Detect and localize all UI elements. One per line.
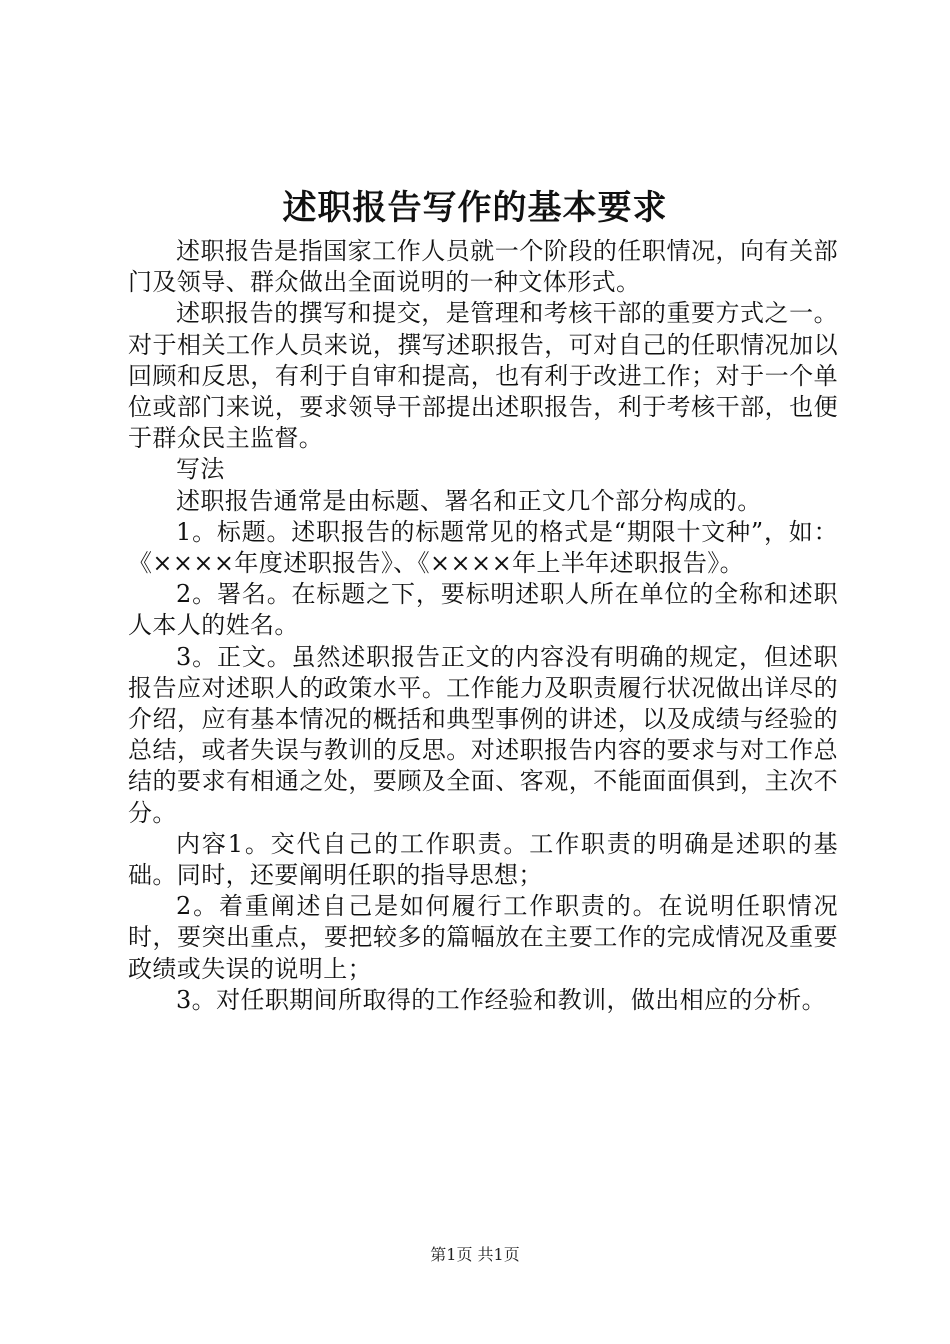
paragraph-structure: 述职报告通常是由标题、署名和正文几个部分构成的。	[176, 486, 762, 515]
paragraph-purpose: 述职报告的撰写和提交，是管理和考核干部的重要方式之一。对于相关工作人员来说，撰写述职报告，可对自己的任职情况加以回顾和反思，有利于自审和提高，也有利于改进工作；对于一个单位或部门来说，要求领导干部提出述职报告，利于考核干部，也便于群众民主监督。	[128, 299, 838, 453]
paragraph-body-rule: 3。正文。虽然述职报告正文的内容没有明确的规定，但述职报告应对述职人的政策水平。工作能力及职责履行状况做出详尽的介绍，应有基本情况的概括和典型事例的讲述，以及成绩与经验的总结，或者失误与教训的反思。对述职报告内容的要求与对工作总结的要求有相通之处，要顾及全面、客观，不能面面俱到，主次不分。	[128, 642, 838, 827]
paragraph-content-2: 2。着重阐述自己是如何履行工作职责的。在说明任职情况时，要突出重点，要把较多的篇幅放在主要工作的完成情况及重要政绩或失误的说明上；	[128, 892, 838, 983]
paragraph-definition: 述职报告是指国家工作人员就一个阶段的任职情况，向有关部门及领导、群众做出全面说明的一种文体形式。	[128, 237, 838, 297]
document-body	[128, 236, 838, 1016]
section-heading-writing: 写法	[176, 455, 225, 484]
document-title: 述职报告写作的基本要求	[282, 188, 668, 228]
paragraph-content-3: 3。对任职期间所取得的工作经验和教训，做出相应的分析。	[176, 985, 827, 1014]
page-number-footer: 第1页 共1页	[430, 1245, 520, 1264]
paragraph-signature-rule: 2。署名。在标题之下，要标明述职人所在单位的全称和述职人本人的姓名。	[128, 580, 838, 640]
paragraph-content-1: 内容1。交代自己的工作职责。工作职责的明确是述职的基础。同时，还要阐明任职的指导思想；	[128, 829, 838, 890]
paragraph-title-rule: 1。标题。述职报告的标题常见的格式是“期限十文种”，如：《××××年度述职报告》、《××××年上半年述职报告》。	[128, 517, 838, 578]
